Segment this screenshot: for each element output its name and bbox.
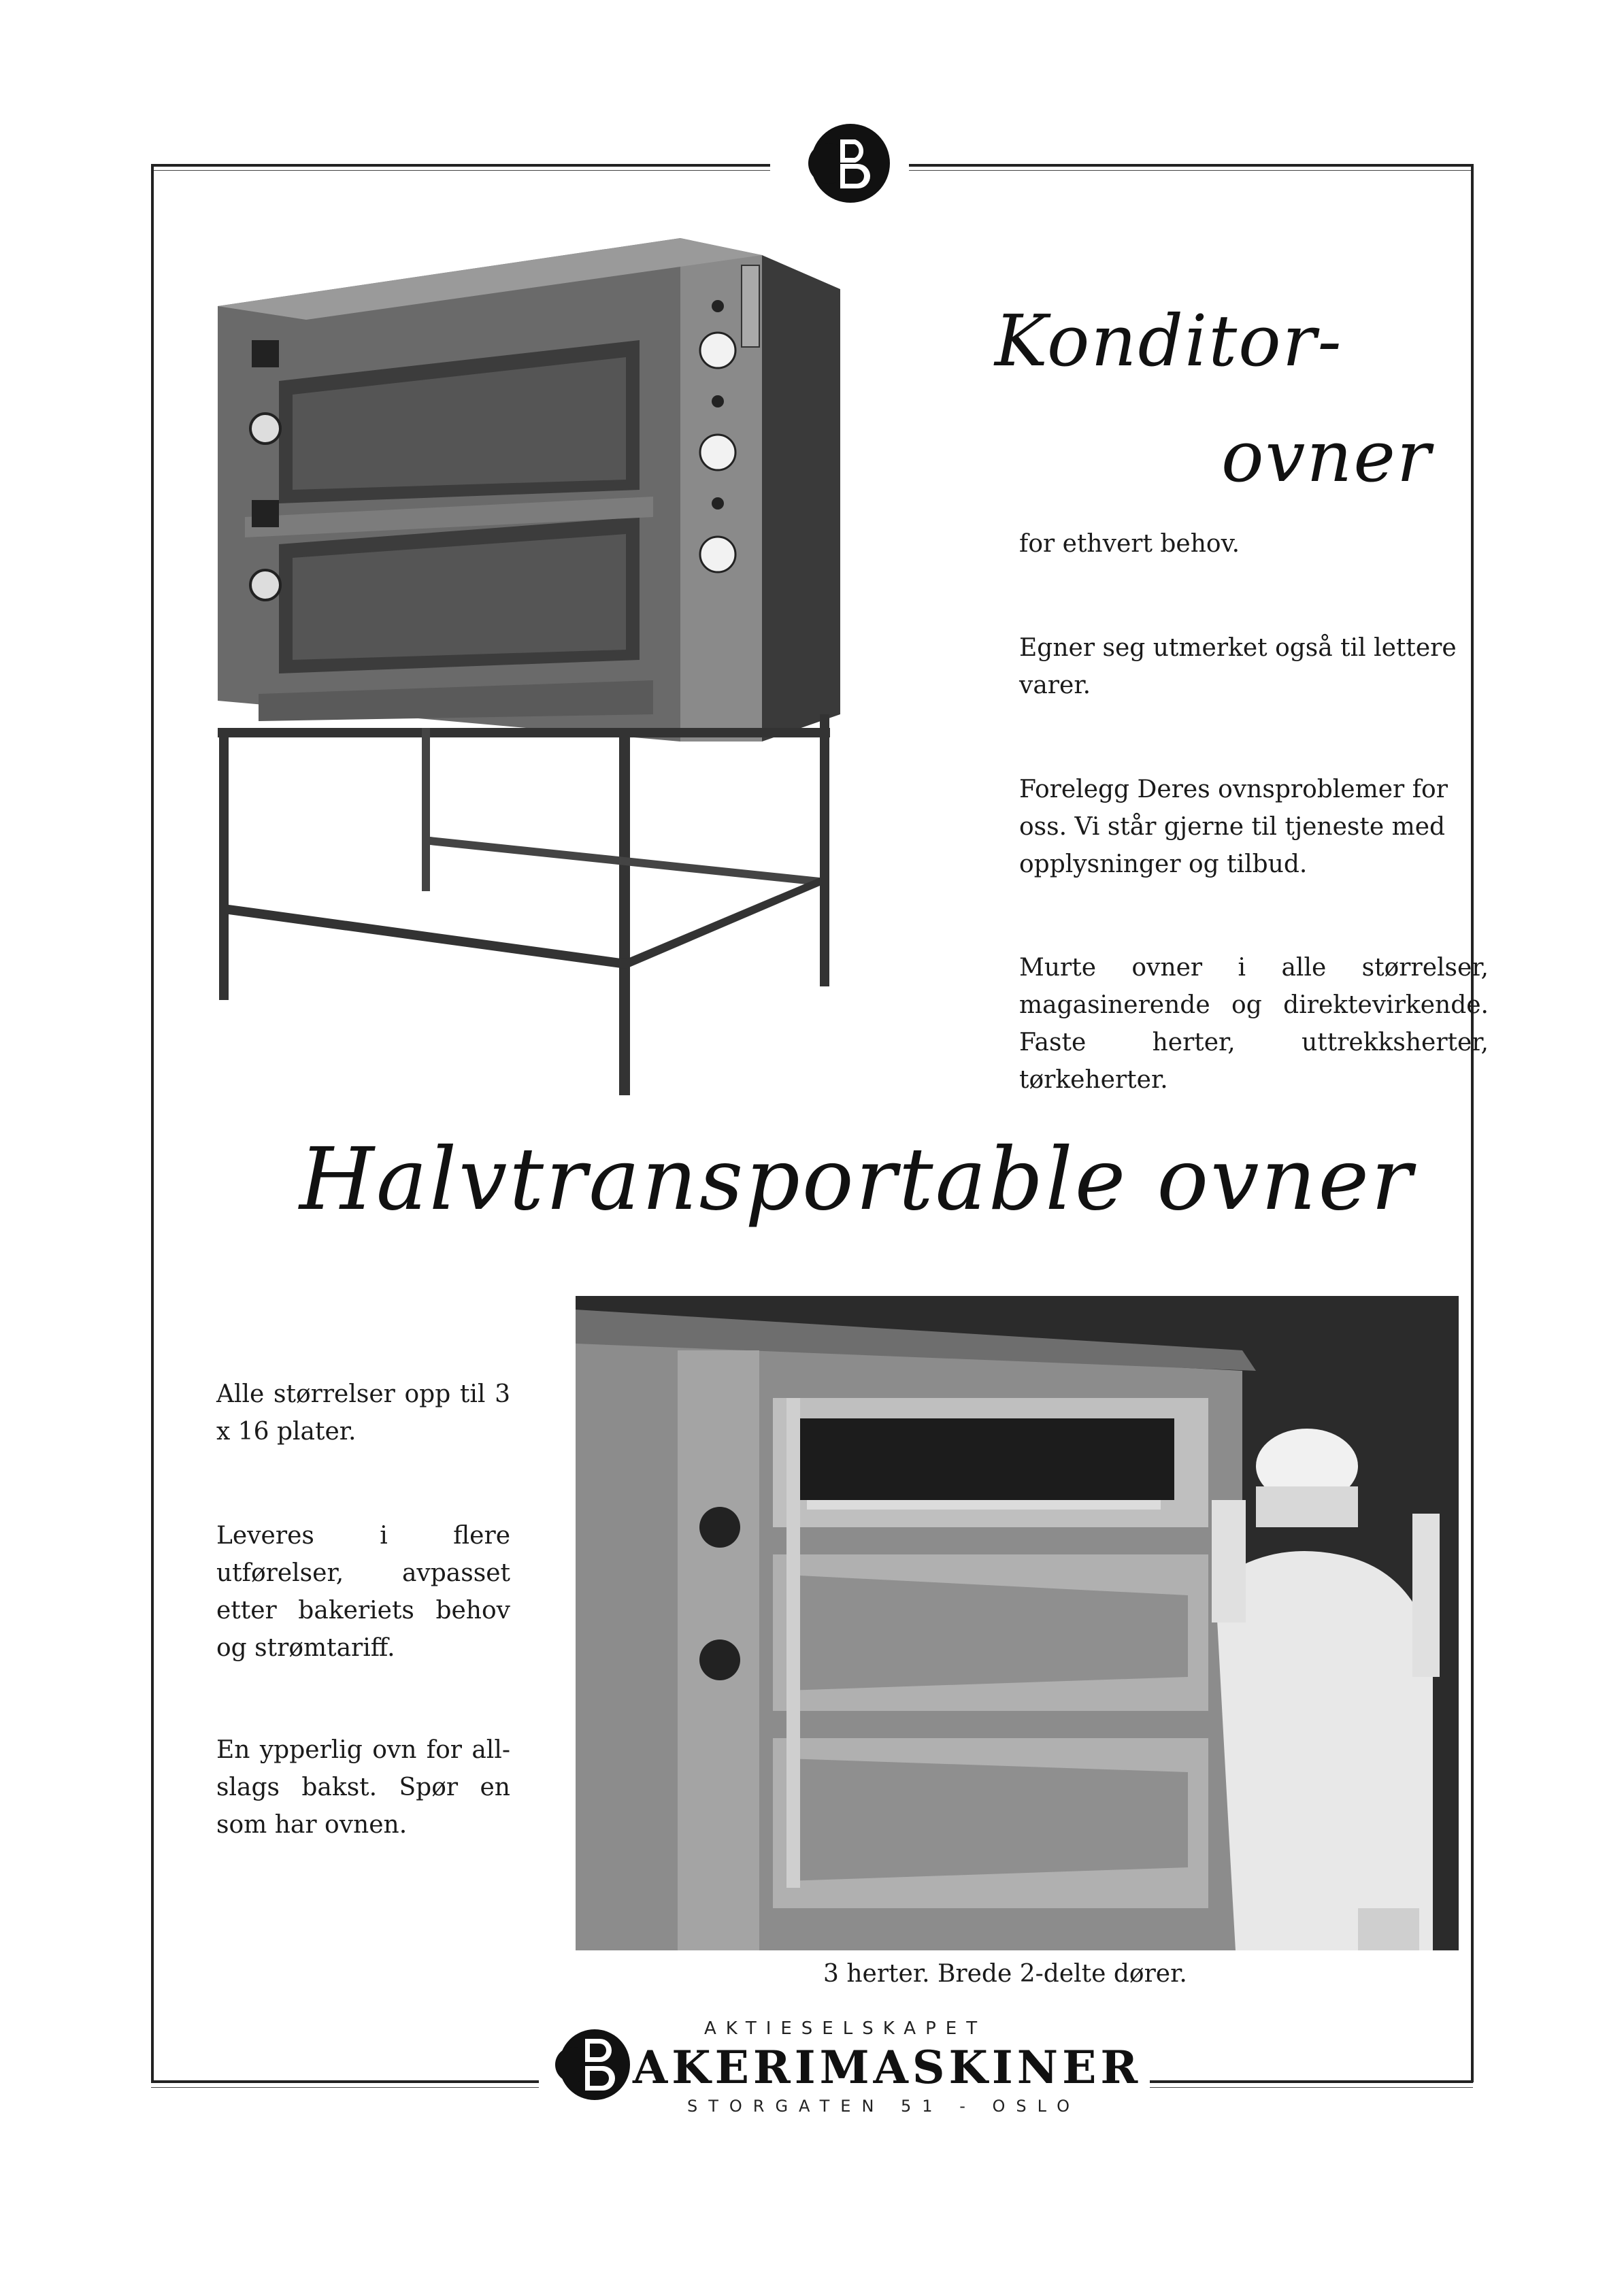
section1-title-line2: ovner [1221,415,1432,498]
section1-paragraph-2: Egner seg utmerket også til lettere varer. [1019,634,1457,699]
footer-company-prefix: AKTIESELSKAPET [704,2018,987,2039]
footer-address: STORGATEN 51 - OSLO [687,2097,1081,2116]
frame-bottom-left-rule-thin [151,2087,539,2088]
frame-top-right-rule-thin [909,170,1474,171]
section1-title-line1: Konditor- [995,299,1343,382]
section1-paragraph-4: Murte ovner i alle størrelser, magasinerende og direktevirkende. Faste herter, uttrekksherter, tørkeherter. [1019,954,1489,1094]
section2-paragraph-1: Alle størrelser opp til 3 x 16 plater. [216,1380,510,1446]
section2-paragraph-3: En ypperlig ovn for all-slags bakst. Spør en som har ovnen. [216,1736,510,1839]
frame-bottom-right-rule-thin [1150,2087,1473,2088]
section2-caption: 3 herter. Brede 2-delte dører. [823,1960,1187,1988]
frame-top-left-rule-thin [151,170,770,171]
section1-paragraph-3: Forelegg Deres ovnsproblemer for oss. Vi står gjerne til tjeneste med opplysninger og tilbud. [1019,776,1448,878]
frame-top-right-rule [909,164,1474,167]
halvtransportable-oven-photo [576,1296,1459,1950]
frame-top-left-rule [151,164,770,167]
footer-company-name: AKERIMASKINER [633,2041,1142,2094]
section2-paragraph-2: Leveres i flere utførelser, avpasset etter bakeriets behov og strømtariff. [216,1522,510,1662]
section1-paragraph-1: for ethvert behov. [1019,530,1240,558]
frame-bottom-left-rule [151,2080,539,2083]
b-emblem-icon [803,116,898,211]
frame-right-rule [1471,164,1474,2082]
frame-bottom-right-rule [1150,2080,1473,2083]
section2-title: Halvtransportable ovner [299,1129,1414,1229]
bakerimaskiner-b-logo-icon [552,2017,634,2112]
konditor-oven-photo [204,224,857,1102]
frame-left-rule [151,164,154,2082]
